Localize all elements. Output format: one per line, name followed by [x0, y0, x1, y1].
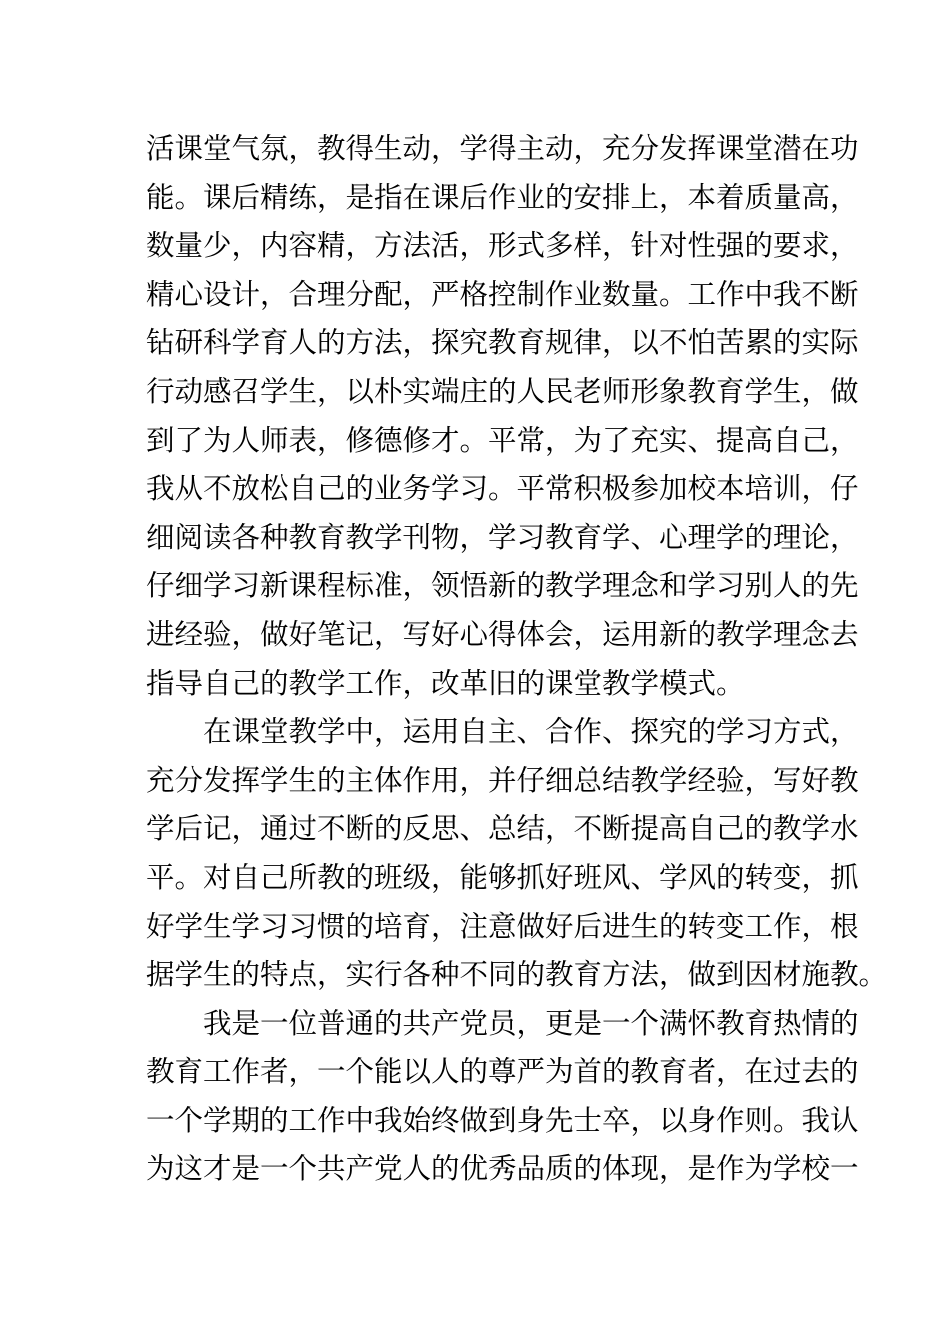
paragraph-1-line-4: 精心设计，合理分配，严格控制作业数量。工作中我不断: [146, 277, 859, 311]
paragraph-3-line-3: 一个学期的工作中我始终做到身先士卒，以身作则。我认: [146, 1103, 859, 1137]
paragraph-1-line-12: 指导自己的教学工作，改革旧的课堂教学模式。: [146, 666, 745, 700]
paragraph-1-line-2: 能。课后精练，是指在课后作业的安排上，本着质量高，: [146, 180, 859, 214]
paragraph-1-line-1: 活课堂气氛，教得生动，学得主动，充分发挥课堂潜在功: [146, 132, 859, 165]
paragraph-1-line-10: 仔细学习新课程标准，领悟新的教学理念和学习别人的先: [146, 569, 859, 603]
paragraph-2-line-4: 平。对自己所教的班级，能够抓好班风、学风的转变，抓: [146, 860, 859, 894]
paragraph-2-line-5: 好学生学习习惯的培育，注意做好后进生的转变工作，根: [146, 909, 859, 943]
paragraph-1-line-9: 细阅读各种教育教学刊物，学习教育学、心理学的理论，: [146, 520, 859, 554]
paragraph-2-line-2: 充分发挥学生的主体作用，并仔细总结教学经验，写好教: [146, 763, 859, 797]
paragraph-3-line-1: 我是一位普通的共产党员，更是一个满怀教育热情的: [203, 1006, 859, 1040]
document-body: [146, 125, 888, 1194]
paragraph-2-line-1: 在课堂教学中，运用自主、合作、探究的学习方式，: [203, 715, 859, 749]
paragraph-1-line-11: 进经验，做好笔记，写好心得体会，运用新的教学理念去: [146, 617, 859, 651]
paragraph-1-line-6: 行动感召学生，以朴实端庄的人民老师形象教育学生，做: [146, 374, 859, 408]
paragraph-2-line-3: 学后记，通过不断的反思、总结，不断提高自己的教学水: [146, 812, 859, 846]
paragraph-1-line-8: 我从不放松自己的业务学习。平常积极参加校本培训，仔: [146, 472, 859, 506]
paragraph-1-line-7: 到了为人师表，修德修才。平常，为了充实、提高自己，: [146, 423, 859, 457]
paragraph-2-line-6: 据学生的特点，实行各种不同的教育方法，做到因材施教。: [146, 958, 888, 992]
paragraph-1-line-5: 钻研科学育人的方法，探究教育规律，以不怕苦累的实际: [146, 326, 859, 360]
paragraph-1-line-3: 数量少，内容精，方法活，形式多样，针对性强的要求，: [146, 229, 859, 263]
paragraph-3-line-2: 教育工作者，一个能以人的尊严为首的教育者，在过去的: [146, 1055, 859, 1089]
paragraph-3-line-4: 为这才是一个共产党人的优秀品质的体现，是作为学校一: [146, 1152, 859, 1186]
